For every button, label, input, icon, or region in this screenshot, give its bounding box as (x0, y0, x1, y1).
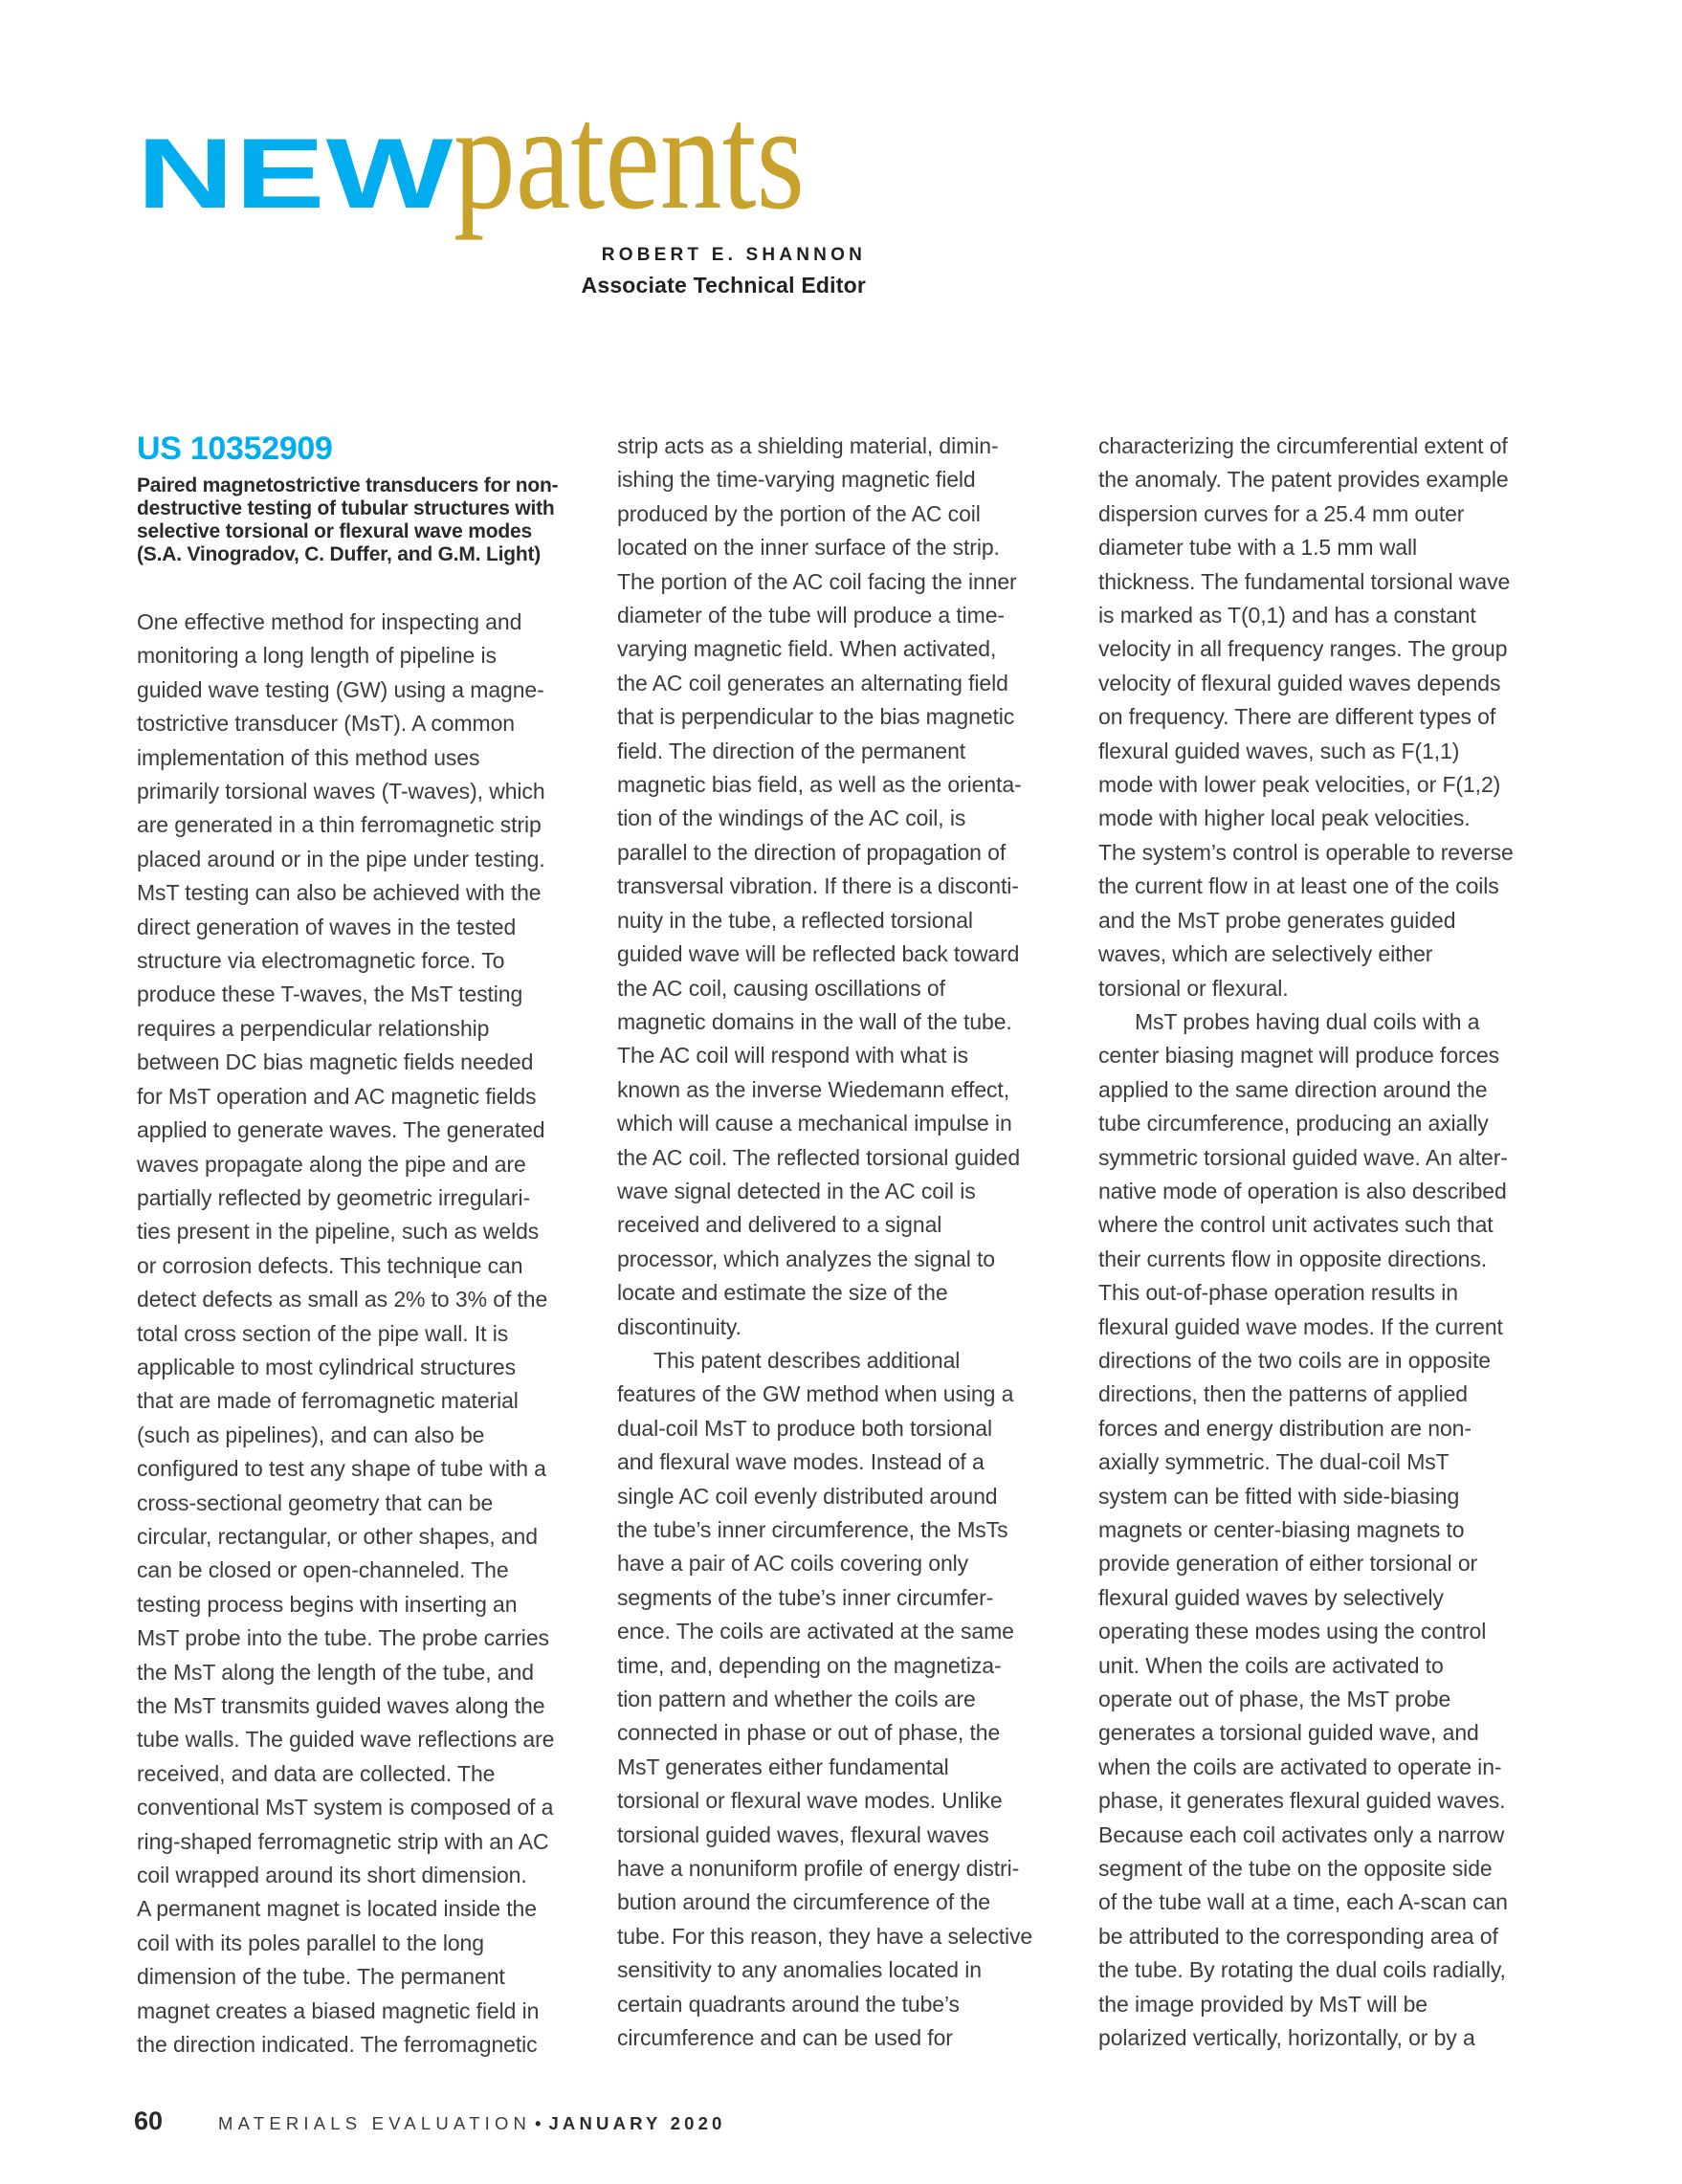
body-text-line: wave signal detected in the AC coil is (617, 1178, 976, 1203)
body-text-line: transversal vibration. If there is a disconti- (617, 873, 1019, 899)
editor-title: Associate Technical Editor (581, 273, 866, 298)
body-text-block (1098, 430, 1548, 2056)
body-text-line: generates a torsional guided wave, and (1098, 1720, 1479, 1746)
body-text-line: torsional or flexural. (1098, 975, 1289, 1001)
body-text-line: axially symmetric. The dual-coil MsT (1098, 1449, 1450, 1475)
body-text-line: diameter tube with a 1.5 mm wall (1098, 535, 1417, 561)
body-text-line: The AC coil will respond with what is (617, 1043, 969, 1069)
body-text-line: mode with higher local peak velocities. (1098, 805, 1471, 831)
body-text-line: partially reflected by geometric irregulari- (137, 1184, 531, 1210)
body-text-line: ence. The coils are activated at the same (617, 1619, 1014, 1644)
body-text-line: directions of the two coils are in opposite (1098, 1347, 1491, 1373)
editor-name: ROBERT E. SHANNON (601, 245, 866, 265)
body-text-block (617, 430, 1067, 2056)
body-text-line: field. The direction of the permanent (617, 738, 966, 763)
body-text-line: the tube. By rotating the dual coils radially, (1098, 1957, 1506, 1983)
body-text-line: circumference and can be used for (617, 2025, 953, 2051)
patent-title-line: Paired magnetostrictive transducers for non- (137, 474, 559, 496)
body-text-line: guided wave will be reflected back toward (617, 941, 1020, 967)
body-text-line: the current flow in at least one of the coils (1098, 873, 1499, 899)
issue-date: JANUARY 2020 (548, 2113, 726, 2133)
body-text-line: bution around the circumference of the (617, 1889, 990, 1915)
body-text-line: waves, which are selectively either (1098, 941, 1433, 967)
body-text-line: be attributed to the corresponding area of (1098, 1923, 1498, 1949)
body-text-line: center biasing magnet will produce forces (1098, 1043, 1500, 1069)
body-text-line: that are made of ferromagnetic material (137, 1388, 519, 1414)
body-text-line: varying magnetic field. When activated, (617, 636, 997, 662)
body-text-line: the anomaly. The patent provides example (1098, 467, 1509, 493)
body-text-line: applied to generate waves. The generated (137, 1117, 545, 1143)
body-text-line: requires a perpendicular relationship (137, 1015, 490, 1041)
body-text-line: flexural guided wave modes. If the current (1098, 1313, 1503, 1339)
patent-title (137, 474, 586, 566)
body-text-line: polarized vertically, horizontally, or by a (1098, 2025, 1475, 2051)
page-footer (134, 2107, 726, 2136)
body-text-line: for MsT operation and AC magnetic fields (137, 1083, 537, 1109)
body-text-line: the AC coil, causing oscillations of (617, 975, 945, 1001)
article-column-2 (617, 430, 1067, 2056)
body-text-line: One effective method for inspecting and (137, 609, 522, 634)
body-text-line: velocity in all frequency ranges. The group (1098, 636, 1508, 662)
body-text-line: that is perpendicular to the bias magnetic (617, 704, 1015, 730)
body-text-line: or corrosion defects. This technique can (137, 1252, 523, 1278)
body-text-line: total cross section of the pipe wall. It is (137, 1320, 509, 1346)
body-text-line: MsT probes having dual coils with a (1135, 1008, 1480, 1034)
body-text-line: dispersion curves for a 25.4 mm outer (1098, 500, 1465, 526)
body-text-line: segments of the tube’s inner circumfer- (617, 1584, 994, 1610)
body-text-line: MsT probe into the tube. The probe carries (137, 1625, 549, 1651)
body-text-line: the MsT transmits guided waves along the (137, 1693, 545, 1718)
body-text-line: between DC bias magnetic fields needed (137, 1049, 534, 1075)
patent-title-line: (S.A. Vinogradov, C. Duffer, and G.M. Light) (137, 543, 542, 565)
body-text-line: the AC coil generates an alternating field (617, 670, 1008, 695)
body-text-line: testing process begins with inserting an (137, 1591, 518, 1617)
body-text-line: operating these modes using the control (1098, 1619, 1487, 1644)
body-text-line: the AC coil. The reflected torsional guided (617, 1144, 1021, 1170)
body-text-line: tostrictive transducer (MsT). A common (137, 711, 515, 737)
body-text-line: the tube’s inner circumference, the MsTs (617, 1517, 1008, 1542)
body-text-line: their currents flow in opposite directions. (1098, 1246, 1488, 1271)
patent-number: US 10352909 (137, 430, 333, 467)
body-text-line: MsT testing can also be achieved with the (137, 880, 542, 906)
body-text-line: on frequency. There are different types of (1098, 704, 1496, 730)
body-text-line: single AC coil evenly distributed around (617, 1483, 998, 1509)
body-text-line: flexural guided waves, such as F(1,1) (1098, 738, 1460, 763)
body-text-line: certain quadrants around the tube’s (617, 1991, 960, 2017)
body-text-line: locate and estimate the size of the (617, 1280, 948, 1306)
body-text-line: produced by the portion of the AC coil (617, 500, 981, 526)
body-text-line: configured to test any shape of tube with a (137, 1456, 546, 1482)
body-text-line: which will cause a mechanical impulse in (617, 1111, 1012, 1136)
body-text-line: MsT generates either fundamental (617, 1754, 949, 1779)
byline (383, 243, 866, 299)
body-text-line: have a pair of AC coils covering only (617, 1551, 969, 1577)
body-text-line: dual-coil MsT to produce both torsional (617, 1415, 992, 1441)
body-text-line: diameter of the tube will produce a time- (617, 603, 1005, 629)
body-text-line: guided wave testing (GW) using a magne- (137, 676, 544, 702)
body-text-line: produce these T-waves, the MsT testing (137, 982, 523, 1007)
body-text-line: when the coils are activated to operate in- (1098, 1754, 1502, 1779)
body-text-line: directions, then the patterns of applied (1098, 1381, 1468, 1407)
body-text-block (137, 606, 586, 2062)
patent-title-line: selective torsional or flexural wave modes (137, 520, 532, 542)
body-text-line: features of the GW method when using a (617, 1381, 1014, 1407)
logo-new-text: NEW (137, 119, 454, 230)
body-text-line: applied to the same direction around the (1098, 1076, 1488, 1102)
body-text-line: ishing the time-varying magnetic field (617, 467, 976, 493)
logo-patents-text: patents (453, 74, 805, 241)
body-text-line: The portion of the AC coil facing the inner (617, 568, 1017, 594)
body-text-line: torsional guided waves, flexural waves (617, 1821, 989, 1847)
body-text-line: tion pattern and whether the coils are (617, 1687, 976, 1712)
page-number: 60 (134, 2107, 164, 2135)
body-text-line: thickness. The fundamental torsional wave (1098, 568, 1511, 594)
body-text-line: processor, which analyzes the signal to (617, 1246, 995, 1271)
body-text-line: placed around or in the pipe under testing. (137, 846, 545, 871)
body-text-line: unit. When the coils are activated to (1098, 1652, 1444, 1678)
body-text-line: Because each coil activates only a narrow (1098, 1821, 1505, 1847)
body-text-line: cross-sectional geometry that can be (137, 1489, 494, 1515)
body-text-line: received and delivered to a signal (617, 1212, 942, 1238)
body-text-line: flexural guided waves by selectively (1098, 1584, 1444, 1610)
body-text-line: the MsT along the length of the tube, and (137, 1659, 534, 1685)
body-text-line: operate out of phase, the MsT probe (1098, 1687, 1451, 1712)
body-text-line: the image provided by MsT will be (1098, 1991, 1427, 2017)
body-text-line: applicable to most cylindrical structures (137, 1354, 517, 1379)
body-text-line: the direction indicated. The ferromagnetic (137, 2032, 538, 2058)
body-text-line: phase, it generates flexural guided waves. (1098, 1788, 1506, 1814)
body-text-line: structure via electromagnetic force. To (137, 948, 505, 974)
body-text-line: direct generation of waves in the tested (137, 914, 517, 939)
body-text-line: magnets or center-biasing magnets to (1098, 1517, 1465, 1542)
body-text-line: system can be fitted with side-biasing (1098, 1483, 1460, 1509)
body-text-line: where the control unit activates such that (1098, 1212, 1494, 1238)
body-text-line: The system’s control is operable to reverse (1098, 839, 1514, 865)
body-text-line: ring-shaped ferromagnetic strip with an AC (137, 1828, 549, 1854)
body-text-line: torsional or flexural wave modes. Unlike (617, 1788, 1003, 1814)
body-text-line: (such as pipelines), and can also be (137, 1422, 485, 1447)
body-text-line: discontinuity. (617, 1313, 741, 1339)
body-text-line: strip acts as a shielding material, dimin- (617, 433, 999, 458)
body-text-line: coil wrapped around its short dimension. (137, 1863, 527, 1888)
body-text-line: and flexural wave modes. Instead of a (617, 1449, 985, 1475)
body-text-line: circular, rectangular, or other shapes, and (137, 1523, 538, 1549)
body-text-line: sensitivity to any anomalies located in (617, 1957, 982, 1983)
body-text-line: detect defects as small as 2% to 3% of the (137, 1287, 548, 1313)
body-text-line: symmetric torsional guided wave. An alter- (1098, 1144, 1508, 1170)
body-text-line: A permanent magnet is located inside the (137, 1896, 537, 1922)
patent-title-line: destructive testing of tubular structures with (137, 497, 555, 519)
body-text-line: and the MsT probe generates guided (1098, 907, 1456, 933)
body-text-line: tube walls. The guided wave reflections are (137, 1727, 555, 1753)
footer-separator: • (535, 2114, 542, 2133)
body-text-line: nuity in the tube, a reflected torsional (617, 907, 973, 933)
body-text-line: This patent describes additional (653, 1347, 961, 1373)
journal-name: MATERIALS EVALUATION (218, 2113, 532, 2133)
body-text-line: parallel to the direction of propagation of (617, 839, 1007, 865)
body-text-line: can be closed or open-channeled. The (137, 1557, 509, 1583)
body-text-line: characterizing the circumferential extent of (1098, 433, 1508, 458)
body-text-line: implementation of this method uses (137, 744, 480, 770)
body-text-line: have a nonuniform profile of energy distri- (617, 1856, 1020, 1882)
body-text-line: is marked as T(0,1) and has a constant (1098, 603, 1476, 629)
body-text-line: provide generation of either torsional or (1098, 1551, 1478, 1577)
article-column-1 (137, 430, 586, 2062)
body-text-line: monitoring a long length of pipeline is (137, 643, 497, 669)
body-text-line: connected in phase or out of phase, the (617, 1720, 1001, 1746)
body-text-line: magnetic domains in the wall of the tube. (617, 1008, 1012, 1034)
body-text-line: located on the inner surface of the strip. (617, 535, 1000, 561)
body-text-line: This out-of-phase operation results in (1098, 1280, 1458, 1306)
body-text-line: are generated in a thin ferromagnetic strip (137, 812, 542, 838)
body-text-line: ties present in the pipeline, such as welds (137, 1219, 540, 1245)
body-text-line: magnetic bias field, as well as the orienta- (617, 772, 1022, 798)
body-text-line: mode with lower peak velocities, or F(1,2) (1098, 772, 1501, 798)
body-text-line: native mode of operation is also described (1098, 1178, 1507, 1203)
body-text-line: dimension of the tube. The permanent (137, 1964, 505, 1990)
body-text-line: tube circumference, producing an axially (1098, 1111, 1489, 1136)
body-text-line: segment of the tube on the opposite side (1098, 1856, 1493, 1882)
body-text-line: conventional MsT system is composed of a (137, 1795, 554, 1820)
article-column-3 (1098, 430, 1548, 2056)
body-text-line: received, and data are collected. The (137, 1760, 496, 1786)
body-text-line: waves propagate along the pipe and are (137, 1151, 526, 1177)
body-text-line: tube. For this reason, they have a selective (617, 1923, 1033, 1949)
body-text-line: tion of the windings of the AC coil, is (617, 805, 966, 831)
newpatents-logo (137, 74, 881, 241)
body-text-line: magnet creates a biased magnetic field in (137, 1997, 540, 2023)
body-text-line: forces and energy distribution are non- (1098, 1415, 1472, 1441)
body-text-line: time, and, depending on the magnetiza- (617, 1652, 1002, 1678)
body-text-line: coil with its poles parallel to the long (137, 1930, 484, 1955)
body-text-line: of the tube wall at a time, each A-scan can (1098, 1889, 1508, 1915)
body-text-line: known as the inverse Wiedemann effect, (617, 1076, 1009, 1102)
body-text-line: primarily torsional waves (T-waves), which (137, 779, 545, 805)
body-text-line: velocity of flexural guided waves depends (1098, 670, 1501, 695)
